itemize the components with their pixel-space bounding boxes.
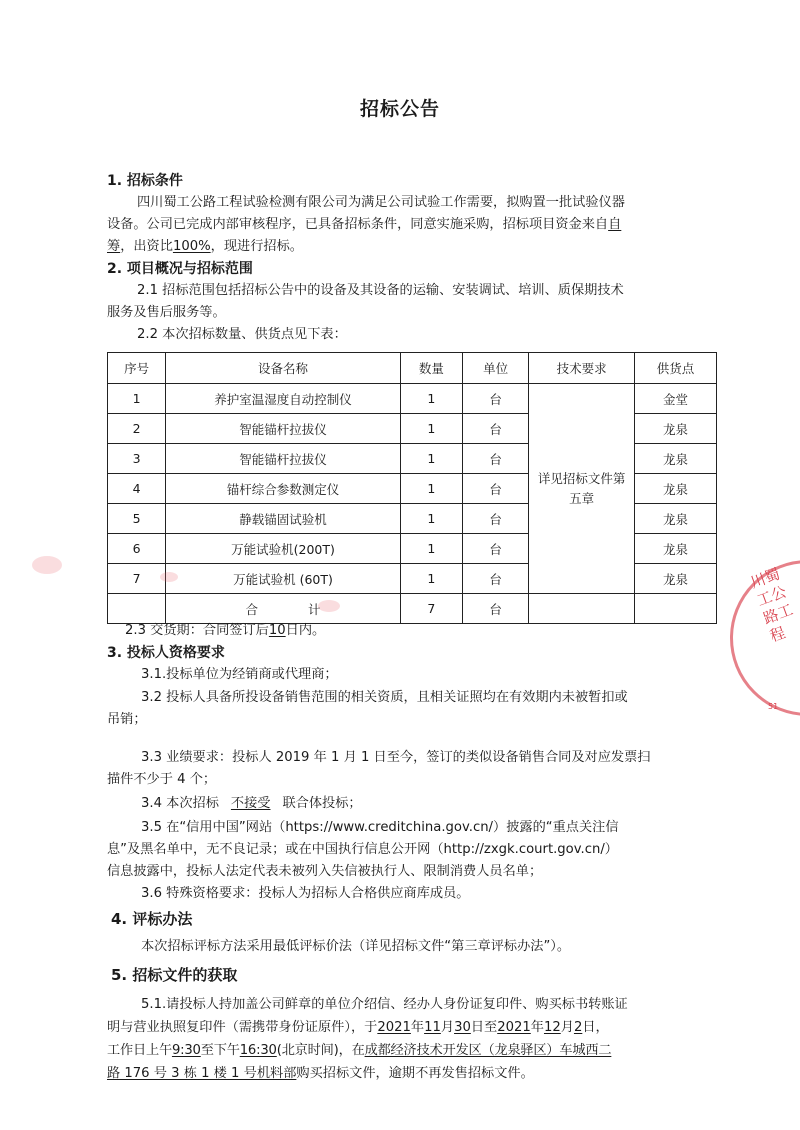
section-2-1-line-2: 服务及售后服务等。 [107, 305, 226, 320]
section-2-2: 2.2 本次招标数量、供货点见下表： [137, 327, 347, 342]
row-qty: 1 [400, 444, 462, 474]
start-month: 11 [424, 1020, 441, 1035]
stain-mark [32, 556, 62, 574]
row-no: 2 [108, 414, 166, 444]
row-qty: 1 [400, 534, 462, 564]
row-no: 5 [108, 504, 166, 534]
equipment-table [107, 352, 717, 624]
row-no: 4 [108, 474, 166, 504]
end-time: 16:30 [239, 1043, 277, 1058]
row-name: 锚杆综合参数测定仪 [166, 474, 400, 504]
row-location: 龙泉 [634, 504, 716, 534]
company-seal-number: 51 [768, 702, 779, 711]
row-qty: 1 [400, 474, 462, 504]
row-name: 万能试验机 (60T) [166, 564, 400, 594]
section-5-line-1: 5.1.请投标人持加盖公司鲜章的单位介绍信、经办人身份证复印件、购买标书转账证 [141, 997, 628, 1012]
section-2-heading: 2. 项目概况与招标范围 [107, 261, 253, 277]
section-4-heading: 4. 评标办法 [111, 910, 193, 928]
row-unit: 台 [463, 444, 529, 474]
total-requirement [529, 594, 635, 624]
total-no [108, 594, 166, 624]
row-unit: 台 [463, 384, 529, 414]
section-5-line-4: 路 176 号 3 栋 1 楼 1 号机料部购买招标文件，逾期不再发售招标文件。 [107, 1066, 534, 1081]
row-unit: 台 [463, 504, 529, 534]
total-location [634, 594, 716, 624]
section-3-2-line-1: 3.2 投标人具备所投设备销售范围的相关资质，且相关证照均在有效期内未被暂扣或 [141, 690, 628, 705]
header-name: 设备名称 [166, 353, 400, 384]
section-1-line-3: 筹，出资比100%，现进行招标。 [107, 239, 303, 254]
row-name: 万能试验机(200T) [166, 534, 400, 564]
section-1-heading: 1. 招标条件 [107, 173, 183, 189]
header-unit: 单位 [463, 353, 529, 384]
row-location: 龙泉 [634, 564, 716, 594]
row-name: 静载锚固试验机 [166, 504, 400, 534]
funding-ratio: 100% [172, 239, 211, 254]
section-3-5-line-1: 3.5 在“信用中国”网站（https://www.creditchina.gov.cn/）披露的“重点关注信 [141, 820, 619, 835]
row-location: 龙泉 [634, 534, 716, 564]
row-location: 金堂 [634, 384, 716, 414]
requirement-cell: 详见招标文件第 五章 [529, 384, 635, 594]
fund-source-1: 自 [608, 217, 622, 232]
row-qty: 1 [400, 384, 462, 414]
start-time: 9:30 [171, 1043, 201, 1058]
delivery-days: 10 [268, 623, 286, 638]
consortium-status: 不接受 [230, 796, 271, 811]
row-location: 龙泉 [634, 474, 716, 504]
section-2-3: 2.3 交货期：合同签订后10日内。 [125, 623, 326, 638]
stain-mark [318, 600, 340, 612]
row-no: 6 [108, 534, 166, 564]
start-year: 2021 [377, 1020, 411, 1035]
document-title: 招标公告 [359, 98, 440, 120]
row-location: 龙泉 [634, 444, 716, 474]
start-day: 30 [454, 1020, 471, 1035]
total-label: 合 计 [166, 594, 400, 624]
row-no: 1 [108, 384, 166, 414]
row-name: 智能锚杆拉拔仪 [166, 444, 400, 474]
section-5-line-3: 工作日上午9:30至下午16:30(北京时间)，在成都经济技术开发区（龙泉驿区）车城西二 [107, 1043, 612, 1058]
company-seal-text: 川蜀工公路工程 [748, 564, 796, 646]
header-location: 供货点 [634, 353, 716, 384]
row-no: 7 [108, 564, 166, 594]
section-3-4: 3.4 本次招标 不接受 联合体投标； [141, 796, 362, 811]
table-total-row [108, 594, 717, 624]
fund-source-2: 筹 [107, 239, 121, 254]
table-row [108, 384, 717, 414]
row-unit: 台 [463, 474, 529, 504]
header-requirement: 技术要求 [529, 353, 635, 384]
section-3-3-line-2: 描件不少于 4 个； [107, 772, 217, 787]
section-3-5-line-3: 信息披露中，投标人法定代表未被列入失信被执行人、限制消费人员名单； [107, 864, 543, 879]
header-qty: 数量 [400, 353, 462, 384]
section-4-text: 本次招标评标方法采用最低评标价法（详见招标文件“第三章评标办法”）。 [141, 939, 571, 954]
row-qty: 1 [400, 504, 462, 534]
row-qty: 1 [400, 564, 462, 594]
end-day: 2 [573, 1020, 583, 1035]
end-year: 2021 [497, 1020, 531, 1035]
section-3-5-line-2: 息”及黑名单中，无不良记录；或在中国执行信息公开网（http://zxgk.court.gov.cn/） [107, 842, 618, 857]
total-qty: 7 [400, 594, 462, 624]
address-part-1: 成都经济技术开发区（龙泉驿区）车城西二 [364, 1043, 612, 1058]
section-1-line-2: 设备。公司已完成内部审核程序，已具备招标条件，同意实施采购，招标项目资金来自自 [107, 217, 622, 232]
total-unit: 台 [463, 594, 529, 624]
row-qty: 1 [400, 414, 462, 444]
row-unit: 台 [463, 534, 529, 564]
row-unit: 台 [463, 564, 529, 594]
header-no: 序号 [108, 353, 166, 384]
section-5-heading: 5. 招标文件的获取 [111, 966, 238, 984]
section-1-line-1: 四川蜀工公路工程试验检测有限公司为满足公司试验工作需要，拟购置一批试验仪器 [137, 195, 625, 210]
section-3-2-line-2: 吊销； [107, 712, 147, 727]
section-3-6: 3.6 特殊资格要求：投标人为招标人合格供应商库成员。 [141, 886, 470, 901]
stain-mark [160, 572, 178, 582]
row-no: 3 [108, 444, 166, 474]
section-3-1: 3.1.投标单位为经销商或代理商； [141, 667, 338, 682]
section-2-1-line-1: 2.1 招标范围包括招标公告中的设备及其设备的运输、安装调试、培训、质保期技术 [137, 283, 624, 298]
row-name: 养护室温湿度自动控制仪 [166, 384, 400, 414]
section-5-line-2: 明与营业执照复印件（需携带身份证原件），于2021年11月30日至2021年12月2日， [107, 1020, 609, 1035]
end-month: 12 [543, 1020, 561, 1035]
table-header-row [108, 353, 717, 384]
address-part-2: 路 176 号 3 栋 1 楼 1 号机料部 [107, 1066, 297, 1081]
row-unit: 台 [463, 414, 529, 444]
row-name: 智能锚杆拉拔仪 [166, 414, 400, 444]
row-location: 龙泉 [634, 414, 716, 444]
section-3-heading: 3. 投标人资格要求 [107, 645, 225, 661]
section-3-3-line-1: 3.3 业绩要求：投标人 2019 年 1 月 1 日至今，签订的类似设备销售合同及对应发票扫 [141, 750, 651, 765]
